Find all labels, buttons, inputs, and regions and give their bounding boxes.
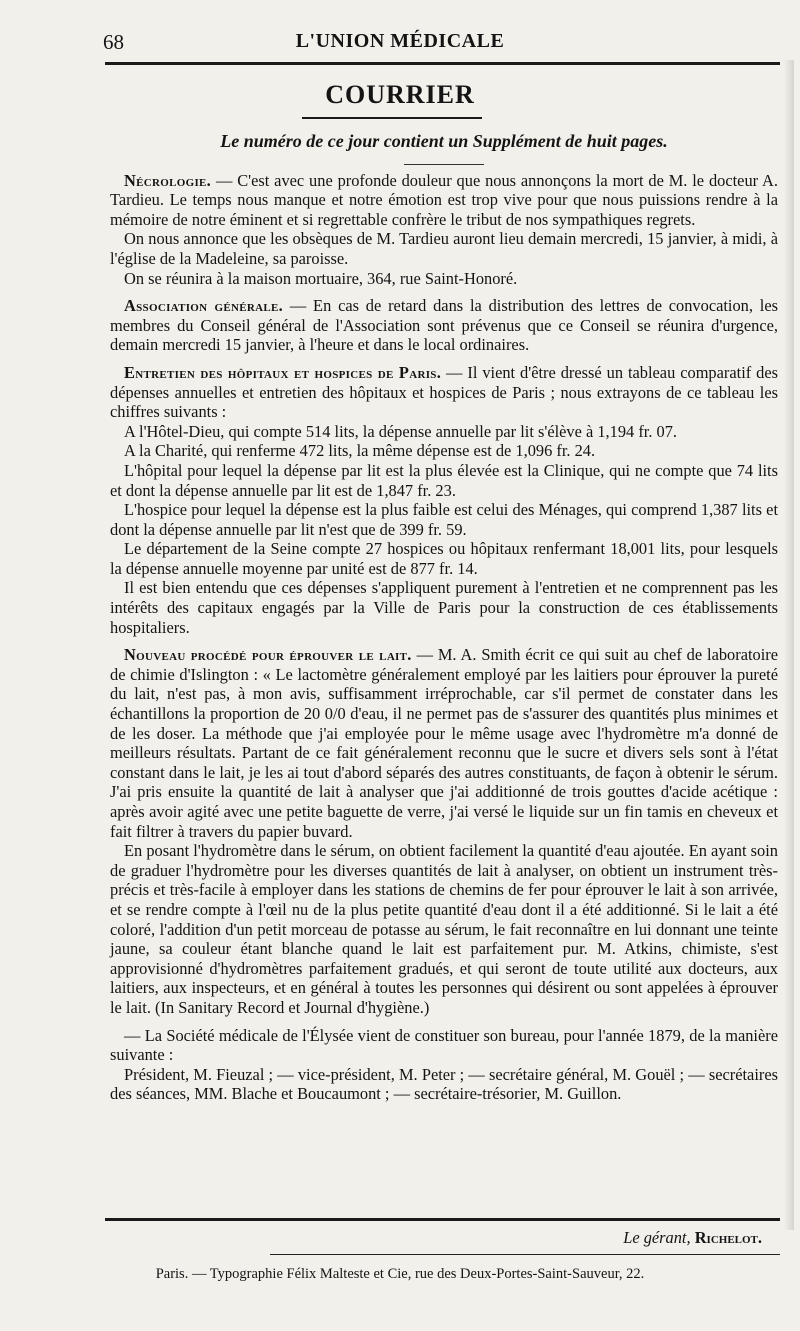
printer-imprint: Paris. — Typographie Félix Malteste et Cie, rue des Deux-Portes-Saint-Sauveur, 22. xyxy=(155,1266,645,1282)
paragraph xyxy=(110,229,778,268)
paragraph-gap xyxy=(110,355,778,363)
paragraph-text: A l'Hôtel-Dieu, qui compte 514 lits, la dépense annuelle par lit s'élève à 1,194 fr. 07. xyxy=(124,421,678,441)
footer-rule xyxy=(105,1218,780,1221)
section-title-rule xyxy=(302,117,482,119)
page-edge-shadow xyxy=(784,60,794,1230)
running-title: L'UNION MÉDICALE xyxy=(295,30,505,52)
paragraph xyxy=(110,1065,778,1104)
paragraph-gap xyxy=(110,288,778,296)
paragraph xyxy=(110,539,778,578)
paragraph-gap xyxy=(110,637,778,645)
paragraph-heading: Association générale. xyxy=(124,296,284,316)
paragraph-gap xyxy=(110,1018,778,1026)
paragraph-text: A la Charité, qui renferme 472 lits, la même dépense est de 1,096 fr. 24. xyxy=(124,441,596,461)
gerant-signature xyxy=(623,1228,762,1248)
paragraph-text: On nous annonce que les obsèques de M. Tardieu auront lieu demain mercredi, 15 janvier, à midi, à l'église de la Madeleine, sa paroisse. xyxy=(110,229,778,268)
paragraph-heading: Entretien des hôpitaux et hospices de Paris. xyxy=(124,362,442,382)
paragraph xyxy=(110,441,778,461)
paragraph-text: Le département de la Seine compte 27 hospices ou hôpitaux renfermant 18,001 lits, pour lesquels la dépense annuelle moyenne par unité est de 877 fr. 14. xyxy=(110,539,778,578)
paragraph xyxy=(110,171,778,230)
paragraph-text: L'hôpital pour lequel la dépense par lit est la plus élevée est la Clinique, qui ne compte que 74 lits et dont la dépense annuelle par lit est de 1,847 fr. 23. xyxy=(110,460,778,500)
paragraph-text: — En cas de retard dans la distribution des lettres de convocation, les membres du Conseil général de l'Association sont prévenus que ce Conseil se réunira d'urgence, demain mercredi 15 janvier, à l'heure et dans le local ordinaires. xyxy=(110,296,778,355)
paragraph-text: — La Société médicale de l'Élysée vient de constituer son bureau, pour l'année 1879, de la manière suivante : xyxy=(110,1025,778,1065)
paragraph-text: Président, M. Fieuzal ; — vice-président, M. Peter ; — secrétaire général, M. Gouël ; — secrétaires des séances, MM. Blache et Boucaumont ; — secrétaire-trésorier, M. Guillon. xyxy=(110,1064,778,1104)
header-rule xyxy=(105,62,780,65)
paragraph-heading: Nécrologie. xyxy=(124,170,212,190)
paragraph-text: L'hospice pour lequel la dépense est la plus faible est celui des Ménages, qui comprend 1,387 lits et dont la dépense annuelle par lit n'est que de 399 fr. 59. xyxy=(110,500,778,539)
paragraph-text: — C'est avec une profonde douleur que nous annonçons la mort de M. le docteur A. Tardieu. Le temps nous manque et notre émotion est trop vive pour que nous puissions rendre à la mémoire de notre éminent et si regrettable confrère le tribut de nos sympathiques regrets. xyxy=(110,170,778,229)
paragraph-text: — Il vient d'être dressé un tableau comparatif des dépenses annuelles et entretien des hôpitaux et hospices de Paris ; nous extrayons de ce tableau les chiffres suivants : xyxy=(110,362,778,422)
paragraph-list xyxy=(110,171,778,1104)
paragraph xyxy=(110,1026,778,1065)
paragraph-heading: Nouveau procédé pour éprouver le lait. xyxy=(124,645,412,665)
paragraph xyxy=(110,363,778,422)
gerant-name: Richelot. xyxy=(694,1228,762,1247)
gerant-rule xyxy=(270,1254,780,1255)
paragraph xyxy=(110,296,778,355)
gerant-label: Le gérant, xyxy=(623,1228,691,1247)
paragraph xyxy=(110,422,778,442)
paragraph xyxy=(110,578,778,637)
paragraph xyxy=(110,500,778,539)
page-number: 68 xyxy=(103,30,124,54)
paragraph xyxy=(110,645,778,841)
paragraph xyxy=(110,269,778,289)
article-body xyxy=(110,122,778,1104)
short-rule xyxy=(404,164,484,165)
paragraph xyxy=(110,461,778,500)
paragraph-text: En posant l'hydromètre dans le sérum, on obtient facilement la quantité d'eau ajoutée. En ayant soin de graduer l'hydromètre pour les diverses quantités de lait à analyser, on obtient un instrument très-précis et très-facile à employer dans les stations de chemins de fer pour éprouver le lait à son arrivée, et se rendre compte à l'œil nu de la plus petite quantité d'eau dont il a été additionné. Si le lait a été coloré, l'addition d'un petit morceau de potasse au sérum, le fait reconnaître en lui donnant une teinte jaune, sa couleur étant blanche quand le lait est parfaitement pur. M. Atkins, chimiste, s'est approvisionné d'hydromètres parfaitement gradués, et qui seront de toute utilité aux docteurs, aux laitiers, aux inspecteurs, et en général à toutes les personnes qui désirent ou sont appelées à éprouver le lait. (In Sanitary Record et Journal d'hygiène.) xyxy=(110,841,778,1017)
paragraph-text: On se réunira à la maison mortuaire, 364, rue Saint-Honoré. xyxy=(124,268,518,288)
paragraph xyxy=(110,841,778,1017)
supplement-notice: Le numéro de ce jour contient un Supplément de huit pages. xyxy=(220,131,668,151)
section-title: COURRIER xyxy=(325,80,475,109)
paragraph-text: — M. A. Smith écrit ce qui suit au chef de laboratoire de chimie d'Islington : « Le lactomètre généralement employé par les laitiers pour éprouver la pureté du lait, n'est pas, à mon avis, suffisamment irréprochable, car s'il permet de constater dans les échantillons la proportion de 20 0/0 d'eau, il ne permet pas de s'assurer des quantités plus minimes et de les doser. La méthode que j'ai employée pour le même usage avec l'hydromètre m'a donné de meilleurs résultats. Partant de ce fait généralement reconnu que le sucre et divers sels sont à l'état constant dans le lait, je les ai tout d'abord séparés des autres constituants, de façon à obtenir le sérum. J'ai pris ensuite la quantité de lait à analyser que j'ai additionné de trois gouttes d'acide acétique : après avoir agité avec une petite baguette de verre, j'ai versé le liquide sur un fin tamis en cheveux et fait filtrer à travers du papier buvard. xyxy=(110,645,779,841)
paragraph-text: Il est bien entendu que ces dépenses s'appliquent purement à l'entretien et ne comprennent pas les intérêts des capitaux engagés par la Ville de Paris pour la construction de ces établissements hospitaliers. xyxy=(110,578,778,637)
